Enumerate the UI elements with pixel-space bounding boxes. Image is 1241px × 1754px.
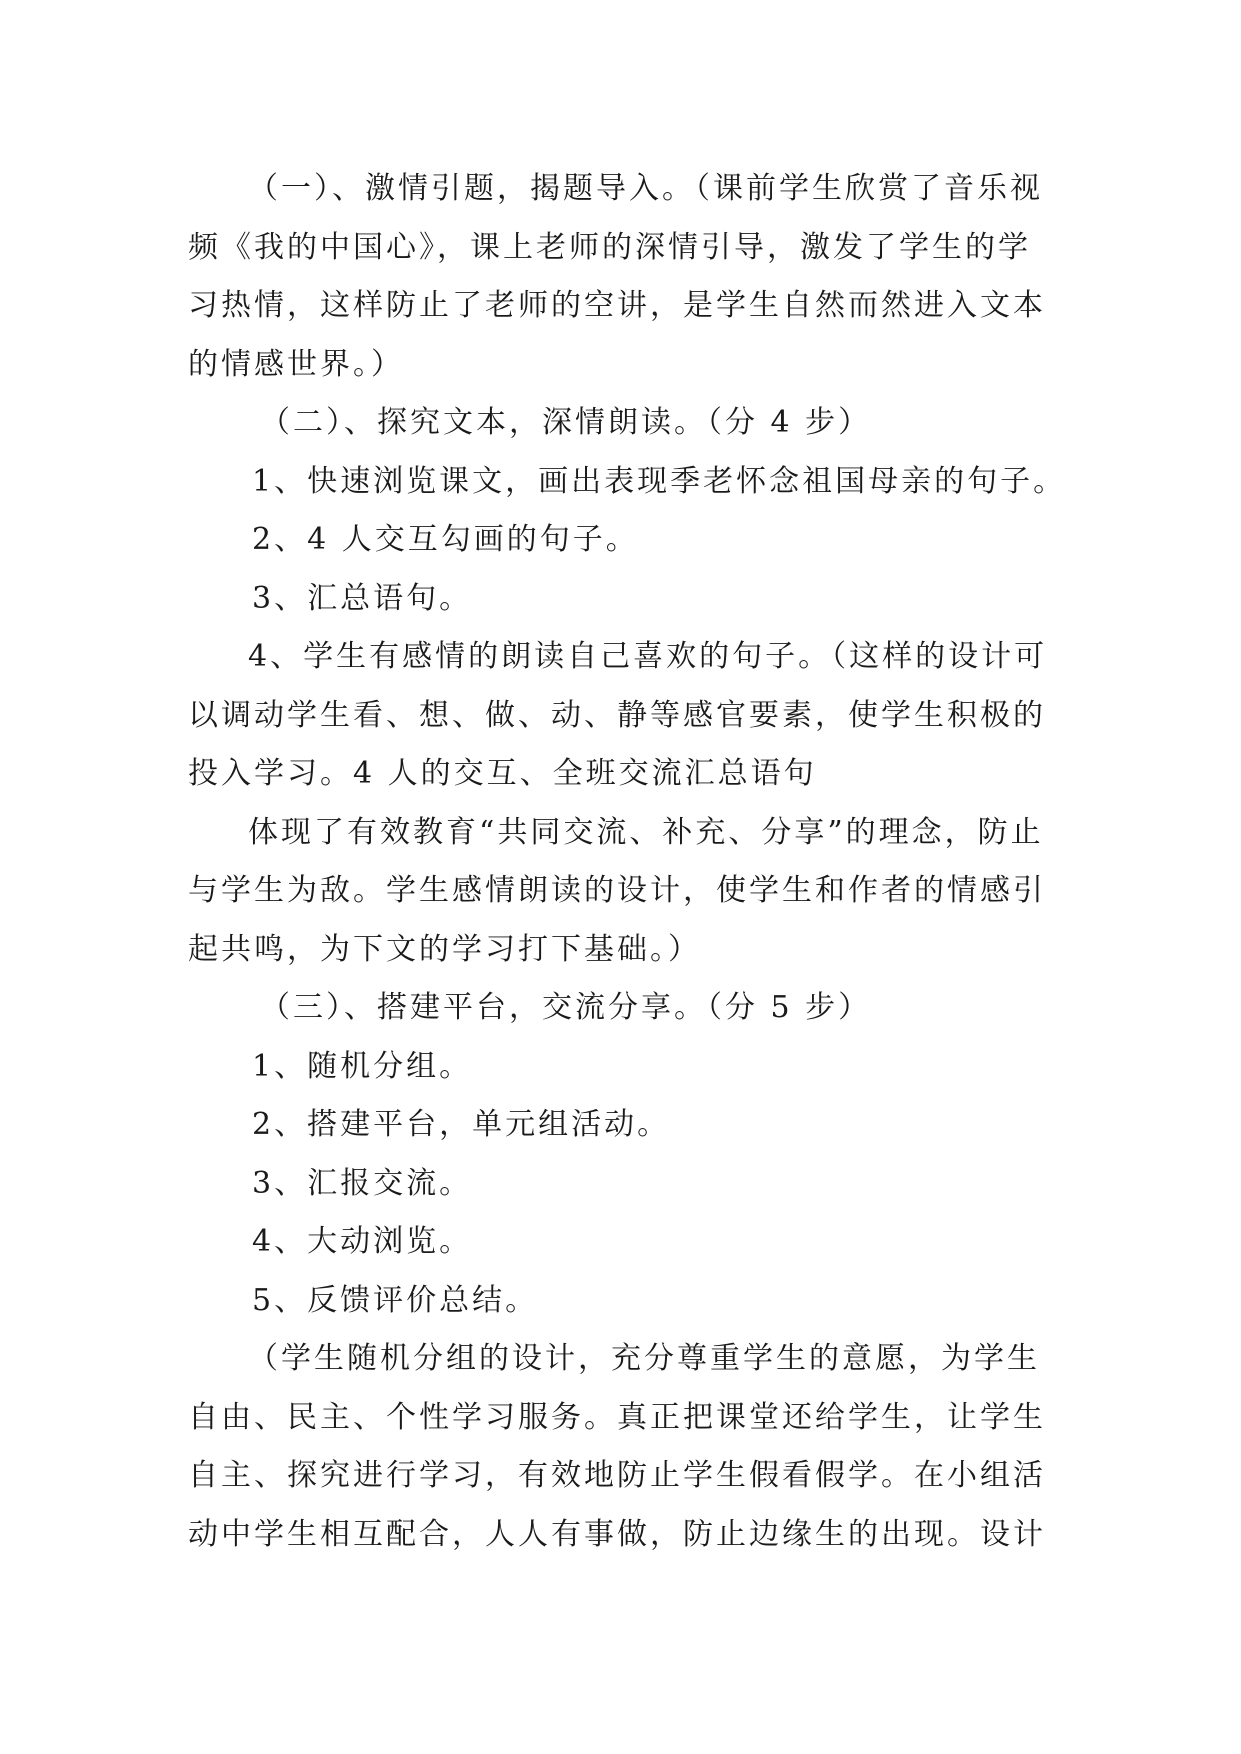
list-item: 4、学生有感情的朗读自己喜欢的句子。（这样的设计可以调动学生看、想、做、动、静等感官要素，使学生积极的投入学习。4 人的交互、全班交流汇总语句 [188,639,1048,791]
list-item: 3、汇报交流。 [252,1165,473,1201]
paragraph-intro: （一）、激情引题，揭题导入。（课前学生欣赏了音乐视频《我的中国心》，课上老师的深情引导，激发了学生的学习热情，这样防止了老师的空讲，是学生自然而然进入文本的情感世界。） [188,171,1046,382]
list-item: 4、大动浏览。 [252,1224,473,1259]
list-item: 1、随机分组。 [252,1048,473,1084]
list-item: 3、汇总语句。 [252,580,473,616]
paragraph-commentary: （学生随机分组的设计，充分尊重学生的意愿，为学生自由、民主、个性学习服务。真正把课堂还给学生，让学生自主、探究进行学习，有效地防止学生假看假学。在小组活动中学生相互配合，人人有事做，防止边缘生的出现。设计 [188,1341,1046,1552]
list-item: 2、搭建平台，单元组活动。 [252,1107,671,1142]
list-item: 1、快速浏览课文，画出表现季老怀念祖国母亲的句子。 [252,463,1067,499]
paragraph-commentary: 体现了有效教育“共同交流、补充、分享”的理念，防止与学生为敌。学生感情朗读的设计，使学生和作者的情感引起共鸣，为下文的学习打下基础。） [188,814,1046,967]
section-heading-three: （三）、搭建平台，交流分享。（分 5 步） [260,990,872,1025]
section-heading-two: （二）、探究文本，深情朗读。（分 4 步） [260,405,872,440]
document-body [188,160,1067,1564]
list-item: 2、4 人交互勾画的句子。 [252,522,639,557]
list-item: 5、反馈评价总结。 [252,1282,539,1318]
